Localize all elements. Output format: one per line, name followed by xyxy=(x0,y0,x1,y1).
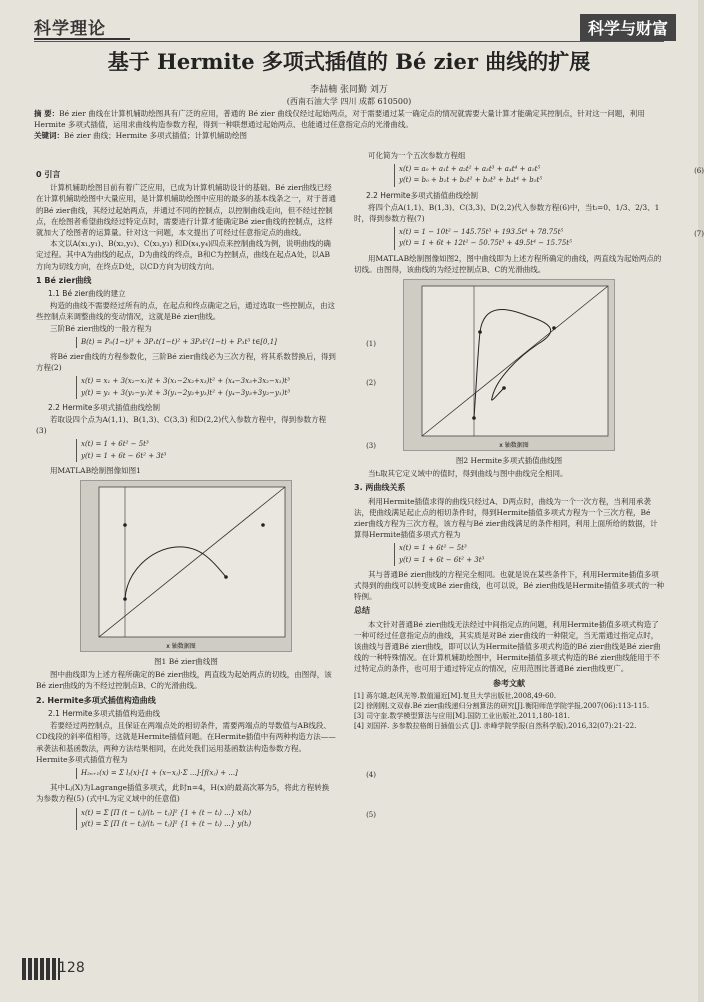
right-column xyxy=(354,150,704,731)
equation-number: (6) xyxy=(694,167,704,176)
intro-heading: 0 引言 xyxy=(36,170,61,179)
references-list xyxy=(354,691,664,731)
point-d xyxy=(502,386,506,390)
abstract-text: Bé zier 曲线在计算机辅助绘图具有广泛的应用，普通的 Bé zier 曲线仅经过起始两点，对于需要通过某一确定点的情况就需要大量计算才能确定其控制点，针对这一问题，利用 Hermite 多项式插值，运用求曲线构造参数方程，得到一种联想通过起始两点、也能通过任意指定点的光滑曲线。 xyxy=(34,109,645,129)
figure-1 xyxy=(80,480,292,652)
paragraph: 图中曲线即为上述方程所确定的Bé zier曲线，两直线为起始两点的切线，由图得，该Bé zier曲线的为不经过控制点B、C的光滑曲线。 xyxy=(36,670,332,691)
reference-item: [1] 蒋尔雄,赵风光等.数值逼近[M].复旦大学出版社,2008,49-60. xyxy=(354,691,557,700)
references-heading: 参考文献 xyxy=(493,678,525,688)
section-2-heading: 2. Hermite多项式插值构造曲线 xyxy=(36,695,156,705)
section-1-heading: 1 Bé zier曲线 xyxy=(36,275,92,285)
equation-text: x(t) = Σ [Π (t − tⱼ)/(tᵢ − tⱼ)]² {1 + (t − tᵢ) ...} x(tᵢ) xyxy=(81,808,252,817)
equation-1 xyxy=(76,337,376,348)
equation-2 xyxy=(76,376,376,398)
x-axis-label: x 轴数据图 xyxy=(166,643,196,651)
paragraph: 可化简为一个五次参数方程组 xyxy=(368,151,466,160)
keywords: Bé zier 曲线；Hermite 多项式插值；计算机辅助绘图 xyxy=(64,131,248,140)
equation-text: B(t) = P₀(1−t)³ + 3P₁t(1−t)² + 3P₂t²(1−t) + P₃t³ t∈[0,1] xyxy=(81,337,277,346)
figure-2 xyxy=(403,279,615,451)
equation-number: (7) xyxy=(694,230,704,239)
equation-text: H₂ₙ₊₁(x) = Σ lⱼ(x)·[1 + (x−xⱼ)·Σ ...]·[f(xⱼ) + ...] xyxy=(81,768,238,777)
section-2-1-heading: 2.1 Hermite多项式插值构造曲线 xyxy=(48,708,160,718)
journal-name: 科学与财富 xyxy=(580,14,676,41)
abstract xyxy=(34,108,668,141)
equation-3 xyxy=(76,439,376,461)
equation-text: y(t) = 1 + 6t + 12t² − 50.75t³ + 49.5t⁴ − 15.75t⁵ xyxy=(399,239,572,248)
point-c xyxy=(261,523,265,527)
section-label: 科学理论 xyxy=(34,19,106,39)
paragraph: 用MATLAB绘制图像如图2，图中曲线即为上述方程所确定的曲线，两直线为起始两点的切线。由图得，该曲线的为经过控制点B、C的光滑曲线。 xyxy=(354,253,662,274)
equation-6 xyxy=(394,164,704,186)
equation-text: x(t) = x₁ + 3(x₂−x₁)t + 3(x₁−2x₂+x₃)t² + (x₄−3x₃+3x₂−x₁)t³ xyxy=(81,377,290,386)
point-a xyxy=(123,597,127,601)
point-a xyxy=(472,416,476,420)
article-title: 基于 Hermite 多项式插值的 Bé zier 曲线的扩展 xyxy=(107,49,591,74)
equation-8 xyxy=(394,543,664,565)
section-2-2-heading: 2.2 Hermite多项式插值曲线绘制 xyxy=(366,190,478,200)
paragraph: 利用Hermite插值求得的曲线只经过A、D两点时，曲线为一个一次方程，当利用承袭法，使曲线满足起止点的相切条件时，得到Hermite插值多项式方程为一个三次方程，Bé zier曲线方程为三次方程，该方程与Bé zier曲线满足的条件相同，利用上面所给的数据，计算得Hermite插值多项式方程为 xyxy=(354,496,658,540)
point-d xyxy=(224,575,228,579)
paragraph: 三阶Bé zier曲线的一般方程为 xyxy=(50,323,152,333)
equation-text: x(t) = 1 − 10t² − 145.75t³ + 193.5t⁴ + 78.75t⁵ xyxy=(399,228,564,237)
equation-5 xyxy=(76,808,376,830)
abstract-label: 摘 要： xyxy=(34,109,60,118)
section-1-2-heading: 2.2 Hermite多项式插值曲线绘制 xyxy=(48,402,160,412)
equation-number: (5) xyxy=(366,810,376,819)
equation-text: y(t) = Σ [Π (t − tⱼ)/(tᵢ − tⱼ)]² {1 + (t − tᵢ) ...} y(tᵢ) xyxy=(81,819,252,828)
figure-2-plot xyxy=(404,280,614,450)
conclusion-heading: 总结 xyxy=(354,606,370,616)
paragraph: 用MATLAB绘制图像如图1 xyxy=(50,465,141,475)
intro-paragraph-2: 本文以A(x₁,y₁)、B(x₂,y₂)、C(x₃,y₃) 和D(x₄,y₄)四点来控制曲线为例，说明曲线的确定过程。其中A为曲线的起点，D为曲线的终点，B和C为控制点，曲线在起点A处，以AB方向为切线方向，在终点D处，以CD方向为切线方向。 xyxy=(36,239,331,271)
paragraph: 将Bé zier曲线的方程参数化，三阶Bé zier曲线必为三次方程，将其系数替换后，得到方程(2) xyxy=(36,352,336,373)
equation-text: y(t) = 1 + 6t − 6t² + 3t³ xyxy=(399,555,485,564)
figure-1-plot xyxy=(81,481,291,651)
affiliation: (西南石油大学 四川 成都 610500) xyxy=(286,97,412,106)
point-b xyxy=(123,523,127,527)
reference-item: [2] 徐刚刚,文双春.Bé zier曲线递归分割算法的研究[J].衡阳师范学院学报,2007(06):113-115. xyxy=(354,701,650,710)
x-axis-label: x 轴数据图 xyxy=(499,442,529,450)
equation-text: x(t) = 1 + 6t² − 5t³ xyxy=(81,440,149,449)
paragraph: 其与普通Bé zier曲线的方程完全相同。也就是说在某些条件下，利用Hermite插值多项式得到的曲线可以转变成Bé zier曲线，也可以说，Bé zier曲线是Hermite插值多项式的一种特例。 xyxy=(354,569,664,602)
paragraph: 若取设四个点为A(1,1)、B(1,3)、C(3,3) 和D(2,2)代入参数方程中，得到参数方程(3) xyxy=(36,415,327,436)
equation-number: (4) xyxy=(366,770,376,779)
reference-item: [3] 司守奎.数学模型算法与应用[M].国防工业出版社,2011,180-181. xyxy=(354,711,570,720)
page-number-text: 128 xyxy=(58,960,85,976)
paragraph: 本文针对普通Bé zier曲线无法经过中间指定点的问题，利用Hermite插值多项式构造了一种可经过任意指定点的曲线，其实质是对Bé zier曲线的一种限定，当无需通过指定点时，该曲线与普通Bé zier曲线，即可以认为Hermite插值多项式构造的Bé zier曲线是Bé zier曲线的一种特殊情况。在计算机辅助绘图中，Hermite插值多项式构造的Bé zier曲线能用于不过特定点的条件，也可用于通过特定点的情况，应用范围比普通Bé zier曲线更广。 xyxy=(354,619,661,674)
point-c xyxy=(552,326,556,330)
equation-7 xyxy=(394,227,704,249)
equation-number: (2) xyxy=(366,379,376,388)
intro-paragraph: 计算机辅助绘图目前有着广泛应用，已成为计算机辅助设计的基础。Bé zier曲线已经在计算机辅助绘图中大量应用，是计算机辅助绘图中应用的最多的基本线条之一，对于普通的Bé zier曲线，其经过起始两点，并通过不同的控制点，以控制曲线走向，但不经过控制点，在绘图者希望曲线经过特定点时，需要进行计算才能确定Bé zier曲线的控制点，这样就加大了绘图者的运算量。针对这一问题，本文提出了可经过任意指定点的曲线。 xyxy=(36,183,336,238)
paragraph: 其中Lⱼ(X)为Lagrange插值多项式，此时n=4，H(x)的最高次幂为5，将此方程转换为参数方程(5) (式中L为定义域中的任意值) xyxy=(36,783,330,804)
paragraph: 若要经过两控制点，且保证在两端点处的相切条件，需要两端点的导数值与AB线段、CD线段的斜率值相等，这就是Hermite插值问题。在Hermite插值中有两种构造方法——承袭法和基函数法，两种方法结果相同，在此处我们运用基函数法构造参数方程。Hermite多项式插值方程为 xyxy=(36,721,336,764)
keywords-label: 关键词： xyxy=(34,131,64,140)
section-3-heading: 3. 两曲线关系 xyxy=(354,483,406,493)
equation-text: x(t) = 1 + 6t² − 5t³ xyxy=(399,544,467,553)
reference-item: [4] 刘国祥. 多参数拉格朗日插值公式 [J]. 赤峰学院学报(自然科学版),2016,32(07):21-22. xyxy=(354,721,637,730)
equation-number: (1) xyxy=(366,339,376,348)
equation-number: (3) xyxy=(366,442,376,451)
authors: 李喆楠 张同勤 刘万 xyxy=(310,85,388,95)
equation-4 xyxy=(76,768,376,779)
figure-1-caption: 图1 Bé zier曲线图 xyxy=(154,657,218,667)
equation-text: y(t) = y₁ + 3(y₂−y₁)t + 3(y₁−2y₂+y₃)t² + (y₄−3y₃+3y₂−y₁)t³ xyxy=(81,388,290,397)
header-line xyxy=(34,41,664,42)
section-1-1-heading: 1.1 Bé zier曲线的建立 xyxy=(48,289,126,299)
equation-text: y(t) = b₀ + b₁t + b₂t² + b₃t³ + b₄t⁴ + b₅t⁵ xyxy=(399,176,543,185)
paragraph: 将四个点A(1,1)、B(1,3)、C(3,3)、D(2,2)代入参数方程(6)中，当tᵢ=0、1/3、2/3、1时，得到参数方程(7) xyxy=(354,202,660,224)
header-rule xyxy=(34,38,130,40)
equation-text: x(t) = a₀ + a₁t + a₂t² + a₃t³ + a₄t⁴ + a₅t⁵ xyxy=(399,165,541,174)
page-number xyxy=(22,960,85,976)
point-b xyxy=(478,330,482,334)
figure-2-caption: 图2 Hermite多项式插值曲线图 xyxy=(455,456,563,466)
paragraph: 构造的曲线不需要经过所有的点，在起点和终点确定之后，通过选取一些控制点，由这些控制点来调整曲线的变动情况，这就是Bé zier曲线。 xyxy=(36,301,335,322)
paragraph: 当tᵢ取其它定义域中的值时，得到曲线与图中曲线完全相同。 xyxy=(368,469,568,479)
equation-text: y(t) = 1 + 6t − 6t² + 3t³ xyxy=(81,451,167,460)
